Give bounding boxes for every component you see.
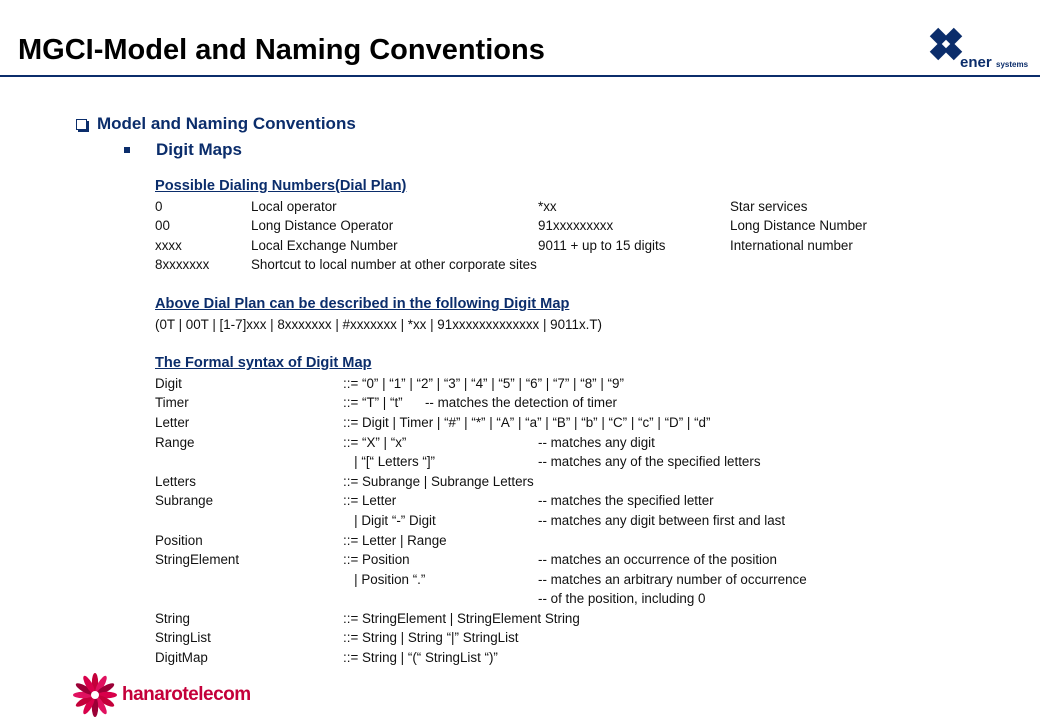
svg-text:systems: systems [996,60,1029,69]
syntax-term: Subrange [155,493,214,509]
dial-plan-cell: 0 [155,198,163,214]
dial-plan-cell: Local operator [251,198,337,214]
dial-plan-cell: International number [730,237,853,253]
syntax-rule: | “[“ Letters “]” [343,454,436,470]
syntax-comment: -- matches any of the specified letters [538,454,761,470]
syntax-term: Range [155,434,195,450]
dial-plan-cell: Long Distance Operator [251,218,394,234]
syntax-row [155,393,1015,413]
slide-content [155,177,1015,668]
dial-plan-row [155,236,1015,256]
syntax-rule: ::= “X” | “x” [343,434,407,450]
syntax-heading: The Formal syntax of Digit Map [155,355,372,372]
page-title: MGCI-Model and Naming Conventions [18,34,545,66]
dial-plan-table [155,197,1015,275]
dial-plan-row [155,197,1015,217]
footer-brand: hanarotelecom [122,684,251,705]
syntax-term: Timer [155,395,189,411]
syntax-rule: ::= Letter [343,493,397,509]
dial-plan-cell: Long Distance Number [730,218,867,234]
bullet-level2-text: Digit Maps [156,140,242,159]
syntax-row [155,511,1015,531]
bullet-level2 [124,140,242,160]
dial-plan-cell: *xx [538,198,557,214]
syntax-row [155,648,1015,668]
syntax-table [155,374,1015,668]
syntax-term: Digit [155,375,182,391]
dial-plan-cell: 8xxxxxxx [155,257,210,273]
syntax-row [155,589,1015,609]
syntax-row [155,609,1015,629]
digit-map-value: (0T | 00T | [1-7]xxx | 8xxxxxxx | #xxxxxxx | *xx | 91xxxxxxxxxxxxx | 9011x.T) [155,316,603,332]
syntax-row [155,413,1015,433]
dial-plan-cell: Local Exchange Number [251,237,398,253]
syntax-comment: -- of the position, including 0 [538,591,706,607]
syntax-term: Position [155,532,203,548]
dial-plan-row [155,255,1015,275]
syntax-term: StringElement [155,552,240,568]
syntax-rule: ::= Digit | Timer | “#” | “*” | “A” | “a” | “B” | “b” | “C” | “c” | “D” | “d” [343,414,711,430]
syntax-row [155,374,1015,394]
syntax-row [155,550,1015,570]
syntax-rule: ::= Subrange | Subrange Letters [343,473,534,489]
syntax-term: DigitMap [155,650,208,666]
checkbox-bullet-icon [76,119,87,130]
title-divider [0,75,1040,77]
syntax-term: Letter [155,414,190,430]
syntax-row [155,472,1015,492]
syntax-row [155,531,1015,551]
syntax-row [155,433,1015,453]
dial-plan-cell: 00 [155,218,170,234]
bullet-level1-text: Model and Naming Conventions [97,114,356,133]
syntax-comment: -- matches any digit between first and last [538,512,786,528]
syntax-term: StringList [155,630,211,646]
footer-logo [72,672,251,718]
dial-plan-cell: Shortcut to local number at other corporate sites [251,257,537,273]
syntax-rule: | Digit “-” Digit [343,512,436,528]
svg-text:ener: ener [960,54,992,71]
dial-plan-cell: xxxx [155,237,182,253]
syntax-comment: -- matches an arbitrary number of occurrence [538,571,807,587]
flower-icon [72,672,118,718]
syntax-rule: ::= “0” | “1” | “2” | “3” | “4” | “5” | “6” | “7” | “8” | “9” [343,375,624,391]
digit-map-value-row [155,315,1015,335]
syntax-rule: ::= String | String “|” StringList [343,630,519,646]
syntax-rule: ::= Letter | Range [343,532,447,548]
dial-plan-cell: 91xxxxxxxxx [538,218,614,234]
bullet-level1 [76,114,356,134]
dial-plan-row [155,216,1015,236]
syntax-comment: -- matches any digit [538,434,655,450]
dial-plan-cell: Star services [730,198,808,214]
syntax-rule: | Position “.” [343,571,426,587]
syntax-row [155,491,1015,511]
syntax-comment: -- matches an occurrence of the position [538,552,777,568]
syntax-rule: ::= “T” | “t” -- matches the detection of timer [343,395,617,411]
dial-plan-heading: Possible Dialing Numbers(Dial Plan) [155,178,407,194]
syntax-row [155,570,1015,590]
syntax-row [155,628,1015,648]
syntax-rule: ::= String | “(“ StringList “)” [343,650,498,666]
syntax-term: String [155,610,190,626]
dial-plan-cell: 9011 + up to 15 digits [538,237,666,253]
syntax-term: Letters [155,473,196,489]
syntax-comment: -- matches the specified letter [538,493,714,509]
square-bullet-icon [124,147,130,153]
xener-logo [922,22,1032,74]
syntax-row [155,452,1015,472]
syntax-rule: ::= StringElement | StringElement String [343,610,580,626]
syntax-rule: ::= Position [343,552,410,568]
digit-map-heading: Above Dial Plan can be described in the following Digit Map [155,295,570,312]
